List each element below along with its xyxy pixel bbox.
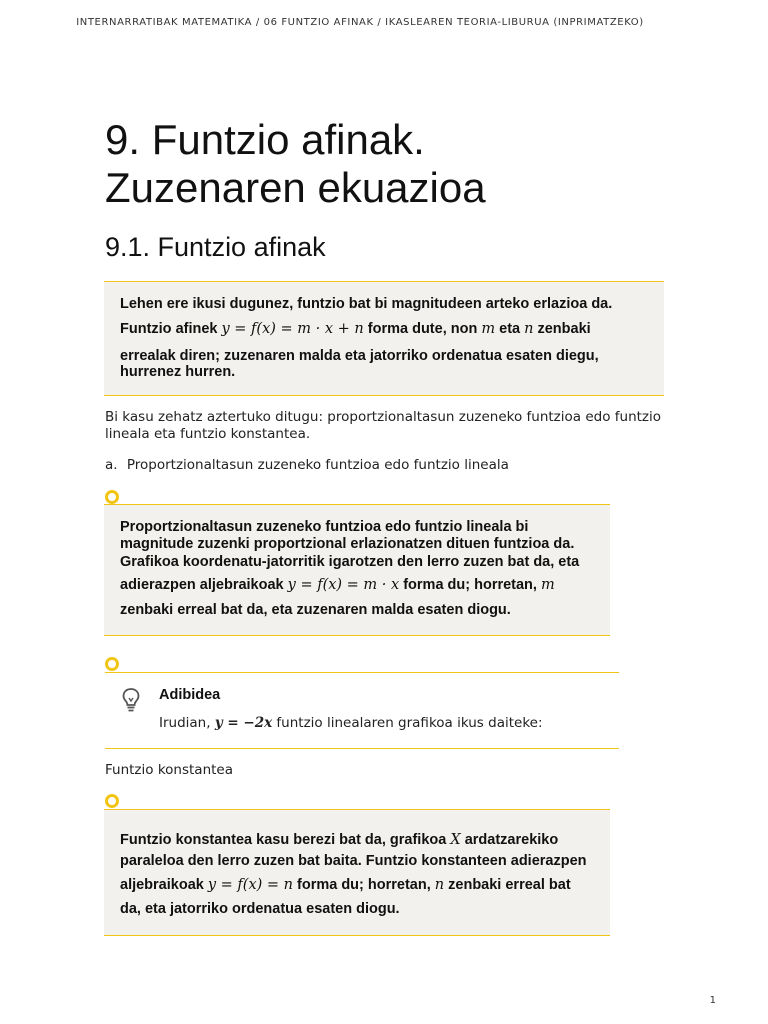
- constant-function-heading: Funtzio konstantea: [105, 762, 233, 778]
- page-number: 1: [709, 995, 716, 1006]
- example-bottom-rule: [105, 748, 619, 749]
- example-text: Irudian, y = −2x funtzio linealaren grafikoa ikus daiteke:: [159, 715, 543, 731]
- box2-line-2: magnitude zuzenki proportzional erlazionatzen dituen funtzioa da.: [120, 536, 575, 552]
- example-label: Adibidea: [159, 687, 221, 703]
- box1-line-1: Lehen ere ikusi dugunez, funtzio bat bi magnitudeen arteko erlazioa da.: [120, 296, 613, 312]
- page-title-line-2: Zuzenaren ekuazioa: [105, 164, 486, 211]
- affine-formula: y = f(x) = m · x + n: [221, 321, 364, 337]
- box-marker-icon: [105, 794, 119, 808]
- linear-formula: y = f(x) = m · x: [287, 577, 400, 593]
- constant-formula: y = f(x) = n: [207, 877, 293, 893]
- breadcrumb: INTERNARRATIBAK MATEMATIKA / 06 FUNTZIO AFINAK / IKASLEAREN TEORIA-LIBURUA (INPRIMATZEKO): [76, 17, 644, 28]
- box1-line-2: Funtzio afinek y = f(x) = m · x + n forma dute, non m eta n zenbaki: [120, 321, 591, 337]
- box2-line-3: Grafikoa koordenatu-jatorritik igarotzen den lerro zuzen bat da, eta: [120, 554, 580, 570]
- page-title-line-1: 9. Funtzio afinak.: [105, 116, 425, 163]
- box-marker-icon: [105, 657, 119, 671]
- box2-line-4: adierazpen aljebraikoak y = f(x) = m · x forma du; horretan, m: [120, 577, 555, 593]
- section-title: 9.1. Funtzio afinak: [105, 232, 326, 262]
- example-top-rule: [105, 672, 619, 673]
- box3-line-1: Funtzio konstantea kasu berezi bat da, grafikoa X ardatzarekiko: [120, 832, 559, 848]
- list-marker: a.: [105, 457, 118, 473]
- box1-line-3: errealak diren; zuzenaren malda eta jatorriko ordenatua esaten diegu,: [120, 348, 599, 364]
- example-formula: y = −2x: [214, 715, 273, 731]
- box1-line-4: hurrenez hurren.: [120, 364, 236, 380]
- box3-line-4: da, eta jatorriko ordenatua esaten diogu.: [120, 901, 400, 917]
- list-item-a: [105, 457, 509, 474]
- list-item-text: Proportzionaltasun zuzeneko funtzioa edo funtzio lineala: [126, 457, 509, 473]
- box-marker-icon: [105, 490, 119, 504]
- definition-box-linear: [104, 504, 610, 636]
- definition-box-affine: [104, 281, 664, 396]
- box3-line-3: aljebraikoak y = f(x) = n forma du; horretan, n zenbaki erreal bat: [120, 877, 571, 893]
- definition-box-constant: [104, 809, 610, 936]
- box2-line-1: Proportzionaltasun zuzeneko funtzioa edo funtzio lineala bi: [120, 519, 529, 535]
- lightbulb-icon: [121, 687, 141, 713]
- page-title: [105, 116, 665, 212]
- box2-line-5: zenbaki erreal bat da, eta zuzenaren malda esaten diogu.: [120, 602, 511, 618]
- intro-paragraph: Bi kasu zehatz aztertuko ditugu: proportzionaltasun zuzeneko funtzioa edo funtzio lineala eta funtzio konstantea.: [105, 409, 662, 442]
- box3-line-2: paraleloa den lerro zuzen bat baita. Funtzio konstanteen adierazpen: [120, 853, 587, 869]
